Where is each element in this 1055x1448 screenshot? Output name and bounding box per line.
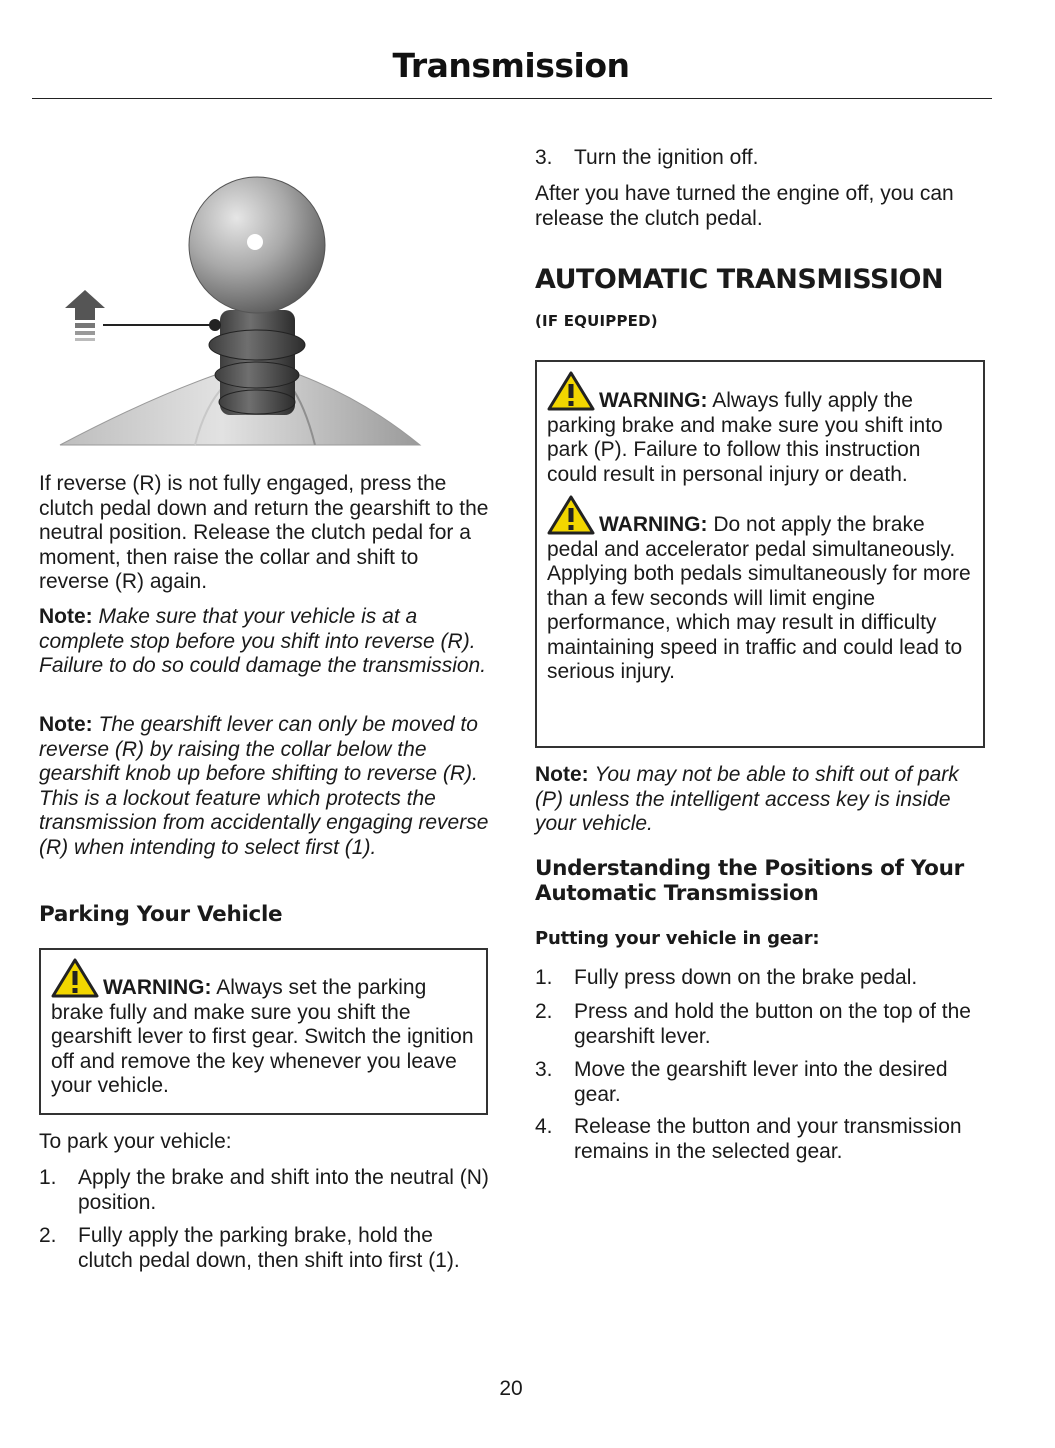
if-equipped-label: (IF EQUIPPED) — [535, 312, 658, 330]
list-item — [535, 1115, 985, 1164]
note-label: Note: — [39, 605, 93, 628]
note-reverse-lockout — [39, 713, 491, 860]
note-intelligent-access — [535, 763, 985, 837]
warning-text: Always set the parking brake fully and make sure you shift the gearshift lever to first gear. Switch the ignition off and remove the key whenever you leave your vehicle. — [51, 976, 474, 1097]
parking-warning-box — [39, 948, 488, 1115]
to-park-intro: To park your vehicle: — [39, 1130, 232, 1153]
after-engine-off-paragraph: After you have turned the engine off, you can release the clutch pedal. — [535, 182, 954, 230]
list-number: 1. — [535, 966, 553, 989]
list-item — [535, 146, 985, 171]
warning-text: Always fully apply the parking brake and make sure you shift into park (P). Failure to follow this instruction could result in personal injury or death. — [547, 389, 943, 486]
list-text: Apply the brake and shift into the neutral (N) position. — [78, 1166, 489, 1214]
list-text: Fully apply the parking brake, hold the clutch pedal down, then shift into first (1). — [78, 1224, 460, 1272]
note-label: Note: — [39, 713, 93, 736]
up-arrow-icon — [65, 290, 105, 341]
reverse-engagement-paragraph: If reverse (R) is not fully engaged, press the clutch pedal down and return the gearshift to the neutral position. Release the clutch pedal for a moment, then raise the collar and shift to reverse (R) again. — [39, 472, 489, 593]
automatic-transmission-heading: AUTOMATIC TRANSMISSION — [535, 264, 944, 295]
list-item — [39, 1224, 491, 1273]
list-number: 3. — [535, 1058, 553, 1081]
title-divider — [32, 98, 992, 99]
automatic-warning-box — [535, 360, 985, 748]
gearshift-knob-illustration — [55, 170, 435, 455]
warning-item — [547, 495, 973, 685]
warning-label: WARNING: — [103, 976, 212, 999]
list-number: 4. — [535, 1115, 553, 1138]
list-number: 3. — [535, 146, 553, 169]
list-text: Turn the ignition off. — [574, 146, 759, 169]
note-label: Note: — [535, 763, 589, 786]
warning-label: WARNING: — [599, 513, 708, 536]
list-item — [535, 1000, 985, 1049]
list-number: 2. — [535, 1000, 553, 1023]
parking-heading: Parking Your Vehicle — [39, 902, 283, 927]
warning-triangle-icon — [547, 495, 595, 535]
warning-item — [547, 371, 973, 487]
note-text: The gearshift lever can only be moved to reverse (R) by raising the collar below the gearshift knob up before shifting to reverse (R). This is a lockout feature which protects the transmission from accidentally engaging reverse (R) when intending to select first (1). — [39, 713, 489, 859]
list-text: Press and hold the button on the top of the gearshift lever. — [574, 1000, 971, 1048]
list-text: Release the button and your transmission remains in the selected gear. — [574, 1115, 962, 1163]
warning-item — [51, 958, 476, 1099]
note-text: Make sure that your vehicle is at a complete stop before you shift into reverse (R). Failure to do so could damage the transmission. — [39, 605, 487, 677]
list-number: 2. — [39, 1224, 57, 1247]
list-text: Fully press down on the brake pedal. — [574, 966, 918, 989]
page-number: 20 — [499, 1377, 523, 1400]
page-title: Transmission — [392, 46, 630, 85]
putting-in-gear-heading: Putting your vehicle in gear: — [535, 928, 820, 949]
warning-triangle-icon — [547, 371, 595, 411]
warning-text: Do not apply the brake pedal and accelerator pedal simultaneously. Applying both pedals simultaneously for more than a few seconds will limit engine performance, which may result in difficulty maintaining speed in traffic and could lead to serious injury. — [547, 513, 971, 683]
positions-heading: Understanding the Positions of Your Automatic Transmission — [535, 856, 964, 906]
list-item — [39, 1166, 491, 1215]
list-number: 1. — [39, 1166, 57, 1189]
list-text: Move the gearshift lever into the desired gear. — [574, 1058, 948, 1106]
warning-triangle-icon — [51, 958, 99, 998]
note-text: You may not be able to shift out of park (P) unless the intelligent access key is inside your vehicle. — [535, 763, 959, 835]
note-reverse-stop — [39, 605, 491, 679]
warning-label: WARNING: — [599, 389, 708, 412]
list-item — [535, 1058, 985, 1107]
list-item — [535, 966, 985, 991]
